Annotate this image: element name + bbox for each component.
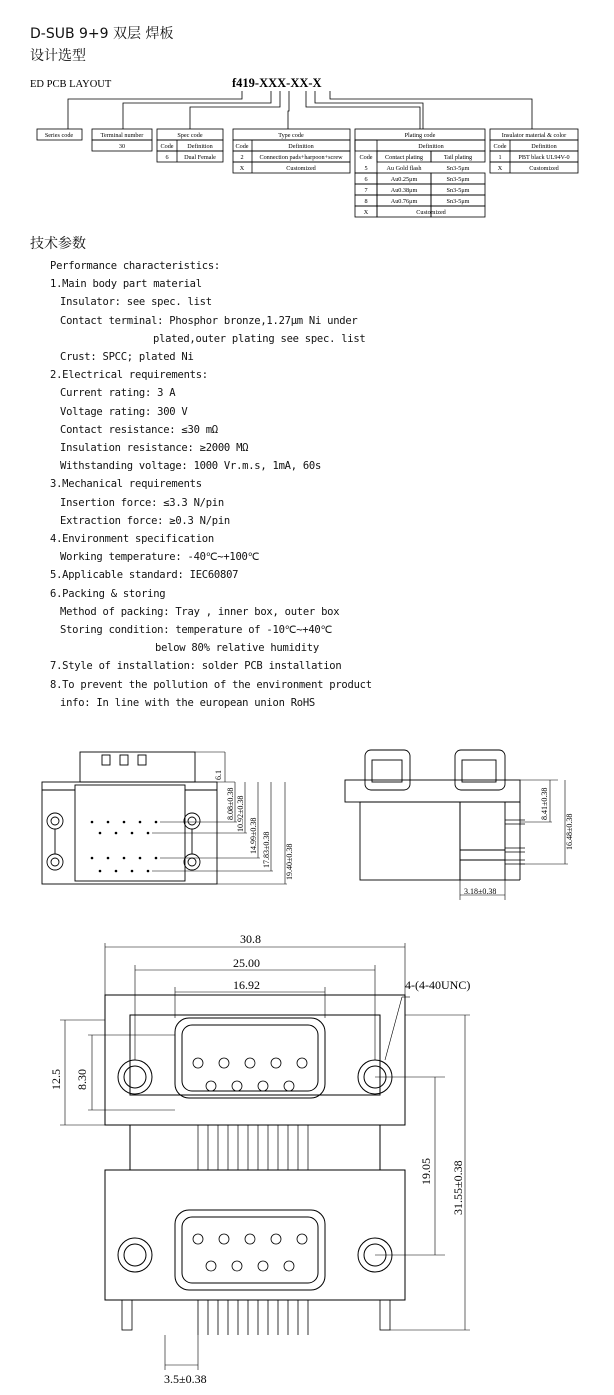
svg-text:Customized: Customized bbox=[529, 165, 559, 172]
main-front-drawing bbox=[30, 925, 500, 1390]
part-code: f419-XXX-XX-X bbox=[232, 76, 322, 90]
svg-text:Insulator material & color: Insulator material & color bbox=[501, 132, 567, 139]
svg-text:8.41±0.38: 8.41±0.38 bbox=[540, 787, 549, 820]
side-view-drawing bbox=[340, 740, 590, 905]
svg-text:10.92±0.38: 10.92±0.38 bbox=[236, 795, 245, 832]
spec-line: plated,outer plating see spec. list bbox=[153, 332, 366, 345]
svg-text:19.05: 19.05 bbox=[419, 1158, 433, 1185]
spec-line: Voltage rating: 300 V bbox=[60, 405, 188, 418]
svg-text:16.92: 16.92 bbox=[233, 978, 260, 992]
spec-line: Working temperature: -40℃~+100℃ bbox=[60, 551, 260, 564]
svg-text:Au0.25μm: Au0.25μm bbox=[390, 176, 418, 183]
svg-text:Au0.38μm: Au0.38μm bbox=[390, 187, 418, 194]
svg-text:Type code: Type code bbox=[278, 132, 304, 139]
svg-text:Dual Female: Dual Female bbox=[184, 154, 216, 161]
svg-text:Customized: Customized bbox=[416, 209, 446, 216]
front-view-drawing bbox=[30, 740, 320, 900]
svg-text:Definition: Definition bbox=[418, 143, 444, 150]
spec-line: 6.Packing & storing bbox=[50, 587, 166, 600]
svg-text:Sn3-5μm: Sn3-5μm bbox=[446, 198, 470, 205]
svg-text:6: 6 bbox=[165, 154, 169, 161]
svg-text:Code: Code bbox=[235, 143, 249, 150]
series-title: Series code bbox=[44, 132, 74, 139]
part-number-diagram bbox=[0, 65, 614, 225]
spec-line: Insertion force: ≤3.3 N/pin bbox=[60, 496, 224, 509]
svg-text:Sn3-5μm: Sn3-5μm bbox=[446, 165, 470, 172]
svg-text:30.8: 30.8 bbox=[240, 932, 261, 946]
svg-text:6.1: 6.1 bbox=[214, 770, 223, 780]
spec-line: 5.Applicable standard: IEC60807 bbox=[50, 569, 239, 582]
svg-text:X: X bbox=[497, 165, 503, 172]
spec-line: Current rating: 3 A bbox=[60, 387, 176, 400]
spec-line: Crust: SPCC; plated Ni bbox=[60, 351, 194, 364]
svg-text:8.08±0.38: 8.08±0.38 bbox=[226, 787, 235, 820]
spec-line: Storing condition: temperature of -10℃~+40℃ bbox=[60, 624, 333, 637]
svg-text:17.83±0.38: 17.83±0.38 bbox=[262, 831, 271, 868]
svg-text:19.40±0.38: 19.40±0.38 bbox=[285, 843, 294, 880]
svg-text:6: 6 bbox=[364, 176, 368, 183]
svg-text:25.00: 25.00 bbox=[233, 956, 260, 970]
svg-text:14.99±0.38: 14.99±0.38 bbox=[249, 817, 258, 854]
connector-lines bbox=[68, 91, 532, 129]
spec-line: below 80% relative humidity bbox=[155, 642, 319, 655]
spec-line: Contact terminal: Phosphor bronze,1.27μm Ni under bbox=[60, 314, 358, 327]
svg-text:4-(4-40UNC): 4-(4-40UNC) bbox=[405, 978, 471, 992]
svg-text:Sn3-5μm: Sn3-5μm bbox=[446, 187, 470, 194]
spec-line: Method of packing: Tray , inner box, outer box bbox=[60, 605, 340, 618]
svg-text:5: 5 bbox=[364, 165, 368, 172]
spec-line: 8.To prevent the pollution of the environment product bbox=[50, 678, 372, 691]
spec-line: Insulator: see spec. list bbox=[60, 296, 212, 309]
section-title-tech: 技术参数 bbox=[30, 236, 86, 252]
svg-text:3.18±0.38: 3.18±0.38 bbox=[464, 887, 497, 896]
svg-text:Terminal number: Terminal number bbox=[100, 132, 144, 139]
svg-text:Contact plating: Contact plating bbox=[385, 154, 423, 161]
svg-text:1: 1 bbox=[498, 154, 502, 161]
spec-line: 4.Environment specification bbox=[50, 533, 214, 546]
svg-text:2: 2 bbox=[240, 154, 244, 161]
svg-text:PBT black UL94V-0: PBT black UL94V-0 bbox=[518, 154, 570, 161]
spec-line: 2.Electrical requirements: bbox=[50, 369, 208, 382]
svg-text:8: 8 bbox=[364, 198, 368, 205]
spec-line: Insulation resistance: ≥2000 MΩ bbox=[60, 442, 249, 455]
svg-text:31.55±0.38: 31.55±0.38 bbox=[451, 1160, 465, 1215]
svg-text:Definition: Definition bbox=[531, 143, 557, 150]
svg-text:Code: Code bbox=[160, 143, 174, 150]
svg-text:Au0.76μm: Au0.76μm bbox=[390, 198, 418, 205]
svg-text:Code: Code bbox=[359, 154, 373, 161]
spec-line: 7.Style of installation: solder PCB installation bbox=[50, 660, 342, 673]
svg-text:8.30: 8.30 bbox=[75, 1069, 89, 1090]
svg-text:Au Gold flash: Au Gold flash bbox=[386, 165, 422, 172]
page-title: D-SUB 9+9 双层 焊板 bbox=[30, 26, 174, 42]
spec-line: info: In line with the european union RoHS bbox=[60, 696, 316, 709]
spec-list bbox=[50, 257, 372, 712]
svg-text:Customized: Customized bbox=[286, 165, 316, 172]
svg-text:Tail plating: Tail plating bbox=[443, 154, 473, 161]
spec-line: 3.Mechanical requirements bbox=[50, 478, 202, 491]
svg-text:Plating code: Plating code bbox=[404, 132, 436, 139]
spec-line: Extraction force: ≥0.3 N/pin bbox=[60, 514, 231, 527]
section-title-selection: 设计选型 bbox=[30, 48, 86, 64]
spec-line: 1.Main body part material bbox=[50, 278, 202, 291]
svg-text:3.5±0.38: 3.5±0.38 bbox=[164, 1372, 207, 1386]
layout-label: ED PCB LAYOUT bbox=[30, 79, 112, 90]
svg-text:12.5: 12.5 bbox=[49, 1069, 63, 1090]
svg-text:7: 7 bbox=[364, 187, 368, 194]
svg-text:16.48±0.38: 16.48±0.38 bbox=[565, 813, 574, 850]
svg-text:30: 30 bbox=[118, 143, 126, 150]
svg-text:Spec code: Spec code bbox=[177, 132, 203, 139]
svg-text:X: X bbox=[239, 165, 245, 172]
svg-text:Sn3-5μm: Sn3-5μm bbox=[446, 176, 470, 183]
svg-text:Definition: Definition bbox=[288, 143, 314, 150]
svg-text:Definition: Definition bbox=[187, 143, 213, 150]
svg-text:Connection pads+harpoon+screw: Connection pads+harpoon+screw bbox=[259, 154, 343, 161]
spec-line: Performance characteristics: bbox=[50, 260, 221, 272]
svg-text:Code: Code bbox=[493, 143, 507, 150]
spec-line: Withstanding voltage: 1000 Vr.m.s, 1mA, 60s bbox=[60, 460, 322, 473]
svg-text:X: X bbox=[363, 209, 369, 216]
spec-line: Contact resistance: ≤30 mΩ bbox=[60, 423, 218, 436]
